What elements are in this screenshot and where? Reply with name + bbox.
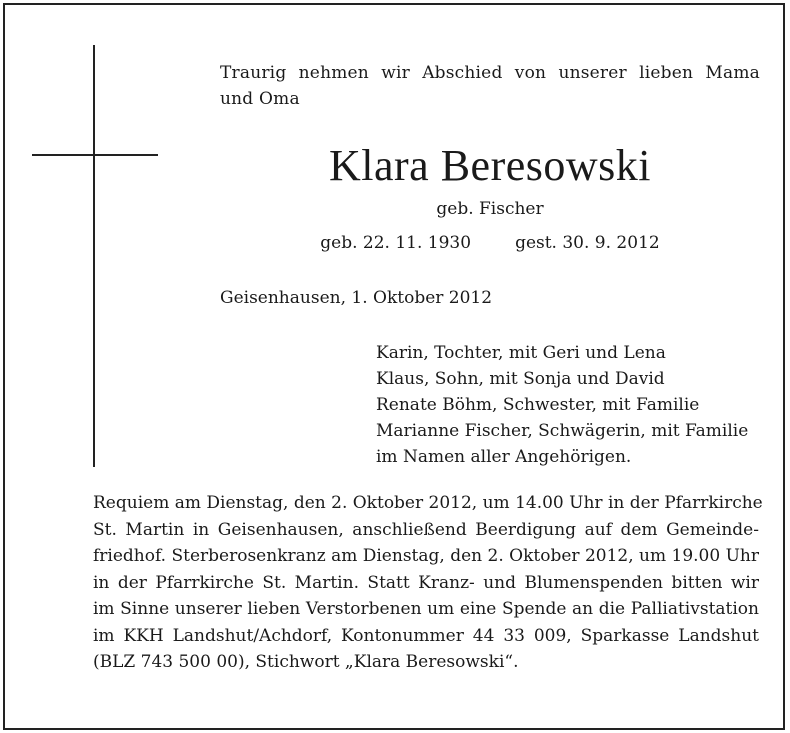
details-line: in der Pfarrkirche St. Martin. Statt Kranz- und Blumenspenden bitten wir (93, 572, 759, 593)
place-and-date: Geisenhausen, 1. Oktober 2012 (220, 288, 493, 308)
intro-line-2: und Oma (220, 89, 300, 109)
intro-text (220, 60, 760, 112)
details-line: Requiem am Dienstag, den 2. Oktober 2012, um 14.00 Uhr in der Pfarrkirche (93, 493, 763, 513)
mourners-list (376, 340, 748, 470)
birth-date: geb. 22. 11. 1930 (320, 233, 472, 253)
maiden-name: geb. Fischer (436, 199, 544, 219)
mourner-line: im Namen aller Angehörigen. (376, 447, 632, 467)
details-line: im Sinne unserer lieben Verstorbenen um eine Spende an die Palliativstation (93, 599, 759, 619)
cross-vertical-bar (93, 45, 95, 467)
service-details (93, 490, 763, 676)
cross-horizontal-bar (32, 154, 158, 156)
mourner-line: Marianne Fischer, Schwägerin, mit Familie (376, 421, 749, 441)
mourner-line: Renate Böhm, Schwester, mit Familie (376, 395, 700, 415)
mourner-line: Karin, Tochter, mit Geri und Lena (376, 343, 666, 363)
death-date: gest. 30. 9. 2012 (515, 233, 660, 253)
deceased-name: Klara Beresowski (328, 141, 651, 190)
details-line: (BLZ 743 500 00), Stichwort „Klara Beresowski“. (93, 652, 519, 672)
mourner-line: Klaus, Sohn, mit Sonja und David (376, 369, 665, 389)
life-dates (220, 231, 760, 255)
details-line: St. Martin in Geisenhausen, anschließend Beerdigung auf dem Gemeinde- (93, 519, 759, 540)
details-line: im KKH Landshut/Achdorf, Kontonummer 44 33 009, Sparkasse Landshut (93, 625, 759, 646)
details-line: friedhof. Sterberosenkranz am Dienstag, den 2. Oktober 2012, um 19.00 Uhr (93, 546, 759, 566)
intro-line-1: Traurig nehmen wir Abschied von unserer lieben Mama (220, 63, 760, 83)
